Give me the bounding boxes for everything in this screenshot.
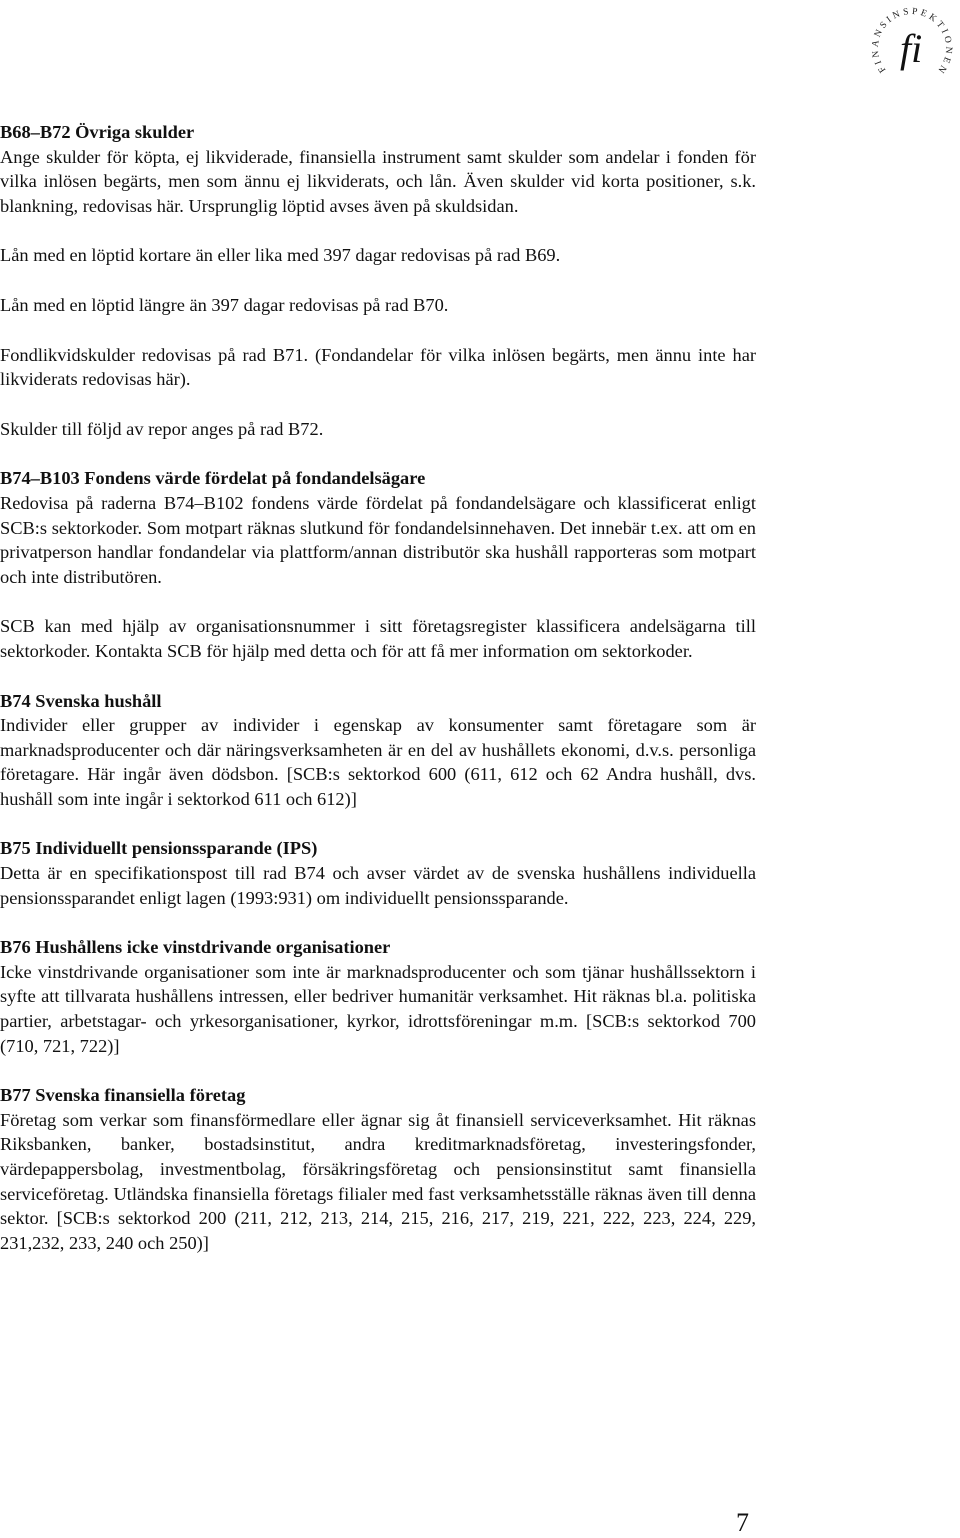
finansinspektionen-logo bbox=[872, 0, 960, 88]
paragraph: Redovisa på raderna B74–B102 fondens värde fördelat på fondandelsägare och klassificerat enligt SCB:s sektorkoder. Som motpart räknas slutkund för fondandelsinnehaven. Det innebär t.ex. att om en privatperson handlar fondandelar via plattform/annan distributör ska hushåll rapporteras som motpart och inte distributören. bbox=[0, 492, 756, 587]
section-svenska-hushall bbox=[0, 689, 756, 812]
paragraph: SCB kan med hjälp av organisationsnummer i sitt företagsregister klassificera andelsägarna till sektorkoder. Kontakta SCB för hjälp med detta och för att få mer information om sektorkoder. bbox=[0, 616, 756, 661]
section-heading: B76 Hushållens icke vinstdrivande organisationer bbox=[0, 937, 391, 958]
section-fondens-varde bbox=[0, 466, 756, 663]
paragraph: Företag som verkar som finansförmedlare eller ägnar sig åt finansiell serviceverksamhet. Hit räknas Riksbanken, banker, bostadsinstitut, andra kreditmarknadsföretag, investeringsfonder, värdepappersbolag, investmentbolag, försäkringsföretag och pensionsinstitut samt finansiella serviceföretag. Utländska finansiella företags filialer med fast verksamhetsställe räknas även till denna sektor. [SCB:s sektorkod 200 (211, 212, 213, 214, 215, 216, 217, 219, 221, 222, 223, 224, 229, 231,232, 233, 240 och 250)] bbox=[0, 1109, 756, 1253]
section-icke-vinstdrivande bbox=[0, 935, 756, 1058]
paragraph: Detta är en specifikationspost till rad B74 och avser värdet av de svenska hushållens individuella pensionssparandet enligt lagen (1993:931) om individuellt pensionssparande. bbox=[0, 863, 756, 908]
section-heading: B77 Svenska finansiella företag bbox=[0, 1085, 246, 1106]
paragraph: Lån med en löptid längre än 397 dagar redovisas på rad B70. bbox=[0, 294, 449, 315]
document-body bbox=[0, 120, 756, 1255]
paragraph: Skulder till följd av repor anges på rad B72. bbox=[0, 418, 324, 439]
logo-ring-text: FI NSINSPEKTIONEN bbox=[872, 6, 954, 77]
section-heading: B74–B103 Fondens värde fördelat på fondandelsägare bbox=[0, 468, 426, 489]
paragraph: Icke vinstdrivande organisationer som inte är marknadsproducenter och som tjänar hushållssektorn i syfte att tillvarata hushållens intressen, eller bedriver humanitär verksamhet. Hit räknas bl.a. politiska partier, arbetstagar- och yrkesorganisationer, kyrkor, idrottsföreningar m.m. [SCB:s sektorkod 700 (710, 721, 722)] bbox=[0, 961, 756, 1056]
section-ips bbox=[0, 836, 756, 910]
section-heading: B75 Individuellt pensionssparande (IPS) bbox=[0, 838, 318, 859]
paragraph: Ange skulder för köpta, ej likviderade, finansiella instrument samt skulder som andelar i fonden för vilka inlösen begärts, men som ännu ej likviderats, och lån. Även skulder vid korta positioner, s.k. blankning, redovisas här. Ursprunglig löptid avses även på skuldsidan. bbox=[0, 146, 756, 216]
fi-logo-mark bbox=[872, 0, 960, 88]
paragraph: Lån med en löptid kortare än eller lika med 397 dagar redovisas på rad B69. bbox=[0, 245, 561, 266]
section-heading: B74 Svenska hushåll bbox=[0, 690, 162, 711]
paragraph: Individer eller grupper av individer i egenskap av konsumenter samt företagare som är marknadsproducenter och där näringsverksamheten är en del av hushållets ekonomi, d.v.s. personliga företagare. Här ingår även dödsbon. [SCB:s sektorkod 600 (611, 612 och 62 Andra hushåll, dvs. hushåll som inte ingår i sektorkod 611 och 612)] bbox=[0, 715, 756, 809]
section-heading: B68–B72 Övriga skulder bbox=[0, 122, 195, 142]
logo-monogram: fi bbox=[900, 26, 923, 71]
paragraph: Fondlikvidskulder redovisas på rad B71. (Fondandelar för vilka inlösen begärts, men ännu inte har likviderats redovisas här). bbox=[0, 344, 756, 390]
section-ovriga-skulder bbox=[0, 120, 756, 441]
section-finansiella-foretag bbox=[0, 1083, 756, 1255]
page-number: 7 bbox=[736, 1508, 749, 1537]
